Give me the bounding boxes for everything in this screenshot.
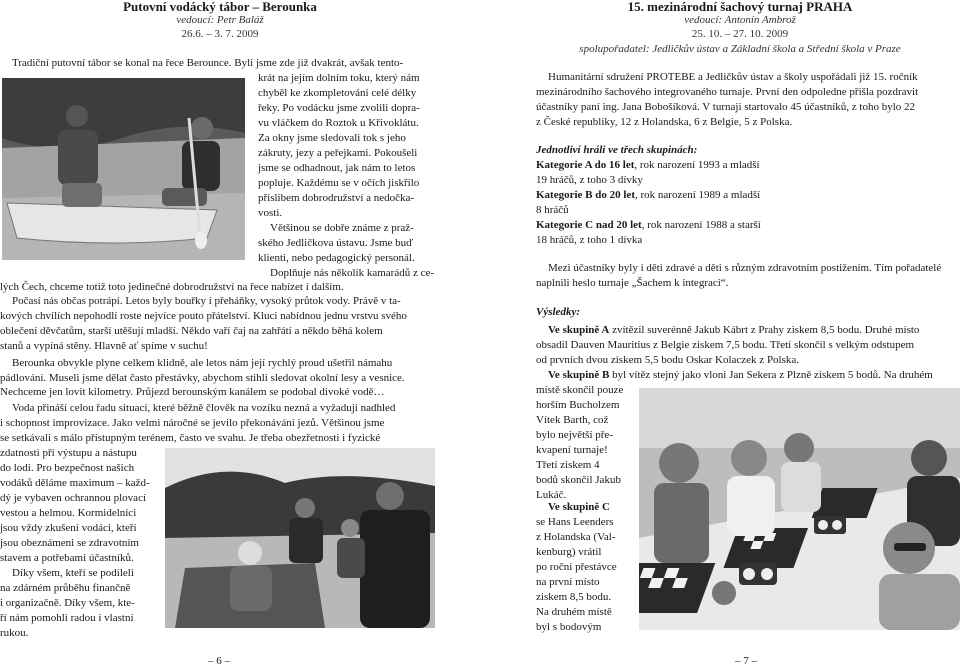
text-line: z Holandska (Val- bbox=[536, 531, 616, 543]
text-line: Většinou se dobře známe z praž- bbox=[270, 222, 414, 234]
text-line: vodáků děláme maximum – každ- bbox=[0, 477, 150, 489]
text-line: řeky. Po vodácku jsme zvolili dopra- bbox=[258, 102, 420, 114]
text-line: místě skončil pouze bbox=[536, 384, 624, 396]
category-b-count: 8 hráčů bbox=[536, 204, 569, 216]
canoe-photo bbox=[2, 78, 245, 260]
text-line: kenburg) vrátil bbox=[536, 546, 602, 558]
text-line: po roční přestávce bbox=[536, 561, 617, 573]
left-dates: 26.6. – 3. 7. 2009 bbox=[181, 28, 259, 40]
text-line: na zdárném průběhu finančně bbox=[0, 582, 131, 594]
text-line: Lukáč. bbox=[536, 489, 567, 501]
right-coorganizer: spolupořadatel: Jedličkův ústav a Základní škola a Střední škola v Praze bbox=[579, 43, 901, 55]
left-page bbox=[0, 0, 440, 668]
text-line: rukou. bbox=[0, 627, 29, 639]
page-number: – 7 – bbox=[735, 655, 757, 667]
text-line: bodů skončil Jakub bbox=[536, 474, 621, 486]
river-photo bbox=[165, 448, 435, 628]
text-line: chyběl ke zkompletování celé délky bbox=[258, 87, 417, 99]
text-line: naplnili heslo turnaje „Šachem k integraci“. bbox=[536, 277, 729, 289]
category-a: Kategorie A do 16 let, rok narození 1993 a mladší bbox=[536, 159, 760, 171]
text-line: Voda přináší celou řadu situací, které běžně člověk na vozíku nezná a vyžadují nadhled bbox=[12, 402, 396, 414]
text-line: Mezi účastníky byly i děti zdravé a děti s různým zdravotním postižením. Tím pořadatelé bbox=[548, 262, 942, 274]
text-line: Nechceme jen lovit kilometry. Průjezd berounským kanálem se podobal divoké vodě… bbox=[0, 386, 385, 398]
text-line: kvapení turnaje! bbox=[536, 444, 608, 456]
category-c: Kategorie C nad 20 let, rok narození 1988 a starší bbox=[536, 219, 761, 231]
text-line: byl s bodovým bbox=[536, 621, 602, 633]
text-line: stavem a potřebami účastníků. bbox=[0, 552, 134, 564]
text-line: Vítek Barth, což bbox=[536, 414, 609, 426]
text-line: ského Jedličkova ústavu. Jsme buď bbox=[258, 237, 414, 249]
result-c-lead: Ve skupině C bbox=[548, 501, 610, 513]
page-number: – 6 – bbox=[208, 655, 230, 667]
text-line: popluje. Každému se v očích jiskřilo bbox=[258, 177, 420, 189]
text-line: krát na jejím dolním toku, který nám bbox=[258, 72, 420, 84]
right-page bbox=[520, 0, 960, 668]
text-line: Tradiční putovní tábor se konal na řece Berounce. Byli jsme zde již dvakrát, avšak tento- bbox=[12, 57, 404, 69]
right-leader: vedoucí: Antonín Ambrož bbox=[684, 14, 796, 26]
text-line: Humanitární sdružení PROTEBE a Jedličkův ústav a školy uspořádali již 15. ročník bbox=[548, 71, 918, 83]
left-article-title: Putovní vodácký tábor – Berounka bbox=[123, 0, 317, 14]
text-line: obsadil Dauven Mauritius z Belgie ziskem 7,5 bodu. Třetí skončil s velkým odstupem bbox=[536, 339, 915, 351]
text-line: se Hans Leenders bbox=[536, 516, 614, 528]
results-heading: Výsledky: bbox=[536, 306, 580, 318]
text-line: zdatnosti při výstupu a nástupu bbox=[0, 447, 137, 459]
text-line: lých Čech, chceme totiž toto jedinečné dobrodružství na řece nabízet i dalším. bbox=[0, 281, 344, 293]
text-line: ří nám pomohli radou i vlastní bbox=[0, 612, 134, 624]
text-line: i schopnost improvizace. Jako velmi náročné se jevilo překonávání jezů. Většinou jsme bbox=[0, 417, 385, 429]
chess-photo bbox=[639, 388, 960, 630]
text-line: vu vláčkem do Roztok u Křivoklátu. bbox=[258, 117, 419, 129]
text-line: jsou vždy zkušení vodáci, kteří bbox=[0, 522, 137, 534]
text-line: ziskem 8,5 bodu. bbox=[536, 591, 612, 603]
text-line: Za okny jsme sledovali tok s jeho bbox=[258, 132, 406, 144]
result-b-line: Ve skupině B byl vítěz stejný jako vloni Jan Sekera z Plzně ziskem 5 bodů. Na druhém bbox=[548, 369, 933, 381]
text-line: na první místo bbox=[536, 576, 600, 588]
text-line: jsou obeznámeni se zdravotním bbox=[0, 537, 139, 549]
text-line: příslibem dobrodružství a nedočka- bbox=[258, 192, 415, 204]
result-a-line: Ve skupině A zvítězil suverénně Jakub Kábrt z Prahy ziskem 8,5 bodu. Druhé místo bbox=[548, 324, 920, 336]
category-c-count: 18 hráčů, z toho 1 dívka bbox=[536, 234, 643, 246]
right-article-title: 15. mezinárodní šachový turnaj PRAHA bbox=[627, 0, 853, 14]
text-line: pádlování. Museli jsme dělat často přestávky, abychom stihli sledovat okolní lesy a vesnice. bbox=[0, 372, 405, 384]
text-line: i organizačně. Díky všem, kte- bbox=[0, 597, 135, 609]
text-line: Počasí nás občas potrápí. Letos byly bouřky i přeháňky, vysoký průtok vody. Právě v ta- bbox=[12, 295, 401, 307]
text-line: oblečení děvčatům, starší utěšují mladší. Někdo vaří čaj na zahřátí a někdo běhá kolem bbox=[0, 325, 383, 337]
text-line: Berounka obvykle plyne celkem klidně, ale letos nám její rychlý proud ušetřil námahu bbox=[12, 357, 393, 369]
text-line: horším Bucholzem bbox=[536, 399, 620, 411]
text-line: klienti, nebo pedagogický personál. bbox=[258, 252, 415, 264]
text-line: vestou a helmou. Kormidelníci bbox=[0, 507, 137, 519]
text-line: Díky všem, kteří se podíleli bbox=[12, 567, 134, 579]
category-a-count: 19 hráčů, z toho 3 dívky bbox=[536, 174, 643, 186]
text-line: vosti. bbox=[258, 207, 283, 219]
text-line: Na druhém místě bbox=[536, 606, 612, 618]
text-line: mezinárodního šachového integrovaného turnaje. První den odpoledne přišla pozdravit bbox=[536, 86, 919, 98]
text-line: kových chvílích nepohodlí roste nejvíce pouto přátelství. Kluci nabídnou jednu vrstvu svého bbox=[0, 310, 407, 322]
text-line: zákruty, jezy a peřejkami. Pokoušeli bbox=[258, 147, 418, 159]
text-line: jsme se odhadnout, jak nám to letos bbox=[258, 162, 416, 174]
text-line: bylo největší pře- bbox=[536, 429, 613, 441]
category-b: Kategorie B do 20 let, rok narození 1989 a mladší bbox=[536, 189, 761, 201]
text-line: se setkávali s málo přístupným terénem, často ve svahu. Je třeba obezřetnosti i fyzické bbox=[0, 432, 381, 444]
text-line: do lodi. Pro bezpečnost našich bbox=[0, 462, 135, 474]
text-line: dý je vybaven ochrannou plovací bbox=[0, 492, 147, 504]
right-dates: 25. 10. – 27. 10. 2009 bbox=[691, 28, 789, 40]
text-line: Třetí ziskem 4 bbox=[536, 459, 600, 471]
text-line: Doplňuje nás několik kamarádů z ce- bbox=[270, 267, 435, 279]
text-line: od prvních dvou ziskem 5,5 bodu Oskar Kolaczek z Polska. bbox=[536, 354, 800, 366]
text-line: stanů a vypíná stěny. Hlavně ať spíme v suchu! bbox=[0, 340, 208, 352]
text-line: z České republiky, 12 z Holandska, 6 z Belgie, 5 z Polska. bbox=[536, 116, 793, 128]
left-leader: vedoucí: Petr Baláž bbox=[176, 14, 264, 26]
categories-heading: Jednotliví hráli ve třech skupinách: bbox=[536, 144, 698, 156]
text-line: účastníky paní ing. Jana Bobošíková. V turnaji startovalo 45 účastníků, z toho bylo 22 bbox=[536, 101, 916, 113]
